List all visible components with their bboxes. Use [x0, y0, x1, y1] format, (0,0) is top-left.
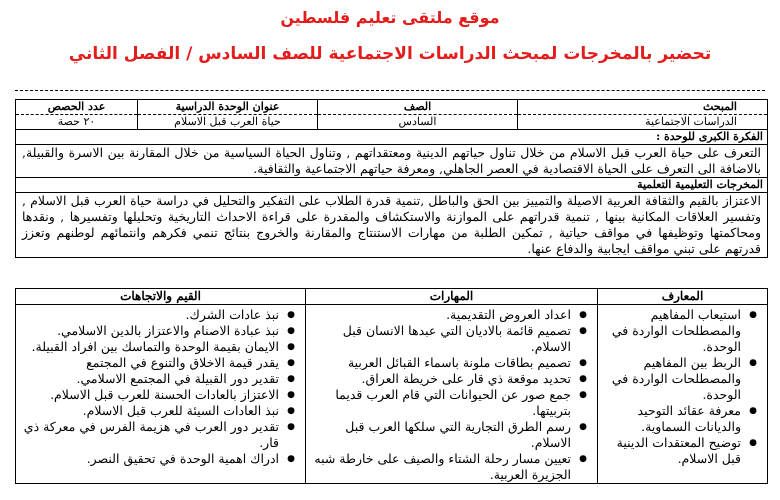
info-header-row: [16, 100, 768, 115]
objectives-header-row: [16, 289, 768, 305]
knowledge-item: ● توضيح المعتقدات الدينية قبل الاسلام.: [602, 435, 741, 467]
lesson-plan-table: [15, 99, 768, 258]
objectives-table: [15, 288, 768, 484]
knowledge-item: ● الربط بين المفاهيم والمصطلحات الواردة في الوحدة.: [602, 355, 741, 403]
values-list: [20, 307, 301, 467]
skill-item: ● رسم الطرق التجارية التي سلكها العرب قبل الاسلام.: [310, 419, 571, 451]
divider: [15, 90, 765, 91]
value-item: ● الايمان بقيمة الوحدة والتماسك بين افراد القبيلة.: [20, 339, 279, 355]
outcomes-text: الاعتزاز بالقيم والثقافة العربية الاصيلة والتمييز بين الحق والباطل ,تنمية قدرة الطلاب على التفكير والتحليل في دراسة حياة العرب قبل الاسلام , وتفسير العلاقات المكانية بينها , تنمية قدراتهم على الموازنة والاستكشاف والمقدرة على قراءة الاحداث التاريخية وتحليلها وتفسيرها , ونقدها ومحاكمتها وتوظيفها في مواقف حياتية , تمكين الطلبة من مهارات الاستنتاج والمقارنة والخروج بنتائج تنمي فكرهم وانتمائهم لوطنهم وتعزز قدرتهم على تبني مواقف ايجابية والدفاع عنها.: [16, 193, 768, 258]
skill-item: ● تصميم بطاقات ملونة باسماء القبائل العربية: [310, 355, 571, 371]
values-header: القيم والاتجاهات: [16, 289, 306, 305]
skills-header: المهارات: [306, 289, 598, 305]
big-idea-text: التعرف على حياة العرب قبل الاسلام من خلال تناول حياتهم الدينية ومعتقداتهم , وتناول الحياة السياسية من خلال المقارنة بين الاسرة والقبيلة, بالاضافة الى التعرف على الحياة الاقتصادية في العصر الجاهلي, ومعرفة حياتهم الاجتماعية والثقافية.: [16, 145, 768, 178]
subject-label: المبحث: [518, 100, 768, 115]
main-title: تحضير بالمخرجات لمبحث الدراسات الاجتماعية للصف السادس / الفصل الثاني: [68, 44, 712, 64]
value-item: ● نبذ عبادة الاصنام والاعتزاز بالدين الاسلامي.: [20, 323, 279, 339]
periods-value: ٢٠ حصة: [16, 115, 138, 130]
knowledge-list: [602, 307, 763, 467]
skill-item: ● تصميم قائمة بالاديان التي عبدها الانسان قبل الاسلام.: [310, 323, 571, 355]
value-item: ● الاعتزاز بالعادات الحسنة للعرب قبل الاسلام.: [20, 387, 279, 403]
outcomes-label: المخرجات التعليمية التعلمية: [16, 178, 768, 193]
unit-label: عنوان الوحدة الدراسية: [138, 100, 318, 115]
site-title: موقع ملتقى تعليم فلسطين: [280, 8, 500, 27]
unit-value: حياة العرب قبل الاسلام: [138, 115, 318, 130]
knowledge-cell: [598, 305, 768, 484]
value-item: ● تقدير دور العرب في هزيمة الفرس في معركة ذي قار.: [20, 419, 279, 451]
values-cell: [16, 305, 306, 484]
knowledge-item: ● معرفة عقائد التوحيد والديانات السماوية.: [602, 403, 741, 435]
value-item: ● تقدير دور القبيلة في المجتمع الاسلامي.: [20, 371, 279, 387]
periods-label: عدد الحصص: [16, 100, 138, 115]
value-item: ● نبذ العادات السيئة للعرب قبل الاسلام.: [20, 403, 279, 419]
skill-item: ● تعيين مسار رحلة الشتاء والصيف على خارطة شبه الجزيرة العربية.: [310, 451, 571, 483]
skill-item: ● جمع صور عن الحيوانات التي قام العرب قديما بتربيتها.: [310, 387, 571, 419]
value-item: ● ادراك اهمية الوحدة في تحقيق النصر.: [20, 451, 279, 467]
subject-value: الدراسات الاجتماعية: [518, 115, 768, 130]
skills-list: [310, 307, 593, 483]
value-item: ● يقدر قيمة الاخلاق والتنوع في المجتمع: [20, 355, 279, 371]
skill-item: ● تحديد موقعة ذي قار على خريطة العراق.: [310, 371, 571, 387]
value-item: ● نبذ عادات الشرك.: [20, 307, 279, 323]
grade-label: الصف: [318, 100, 518, 115]
info-values-row: [16, 115, 768, 130]
skill-item: ● اعداد العروض التقديمية.: [310, 307, 571, 323]
knowledge-item: ● استيعاب المفاهيم والمصطلحات الواردة في الوحدة.: [602, 307, 741, 355]
big-idea-label: الفكرة الكبرى للوحدة :: [16, 130, 768, 145]
skills-cell: [306, 305, 598, 484]
grade-value: السادس: [318, 115, 518, 130]
knowledge-header: المعارف: [598, 289, 768, 305]
